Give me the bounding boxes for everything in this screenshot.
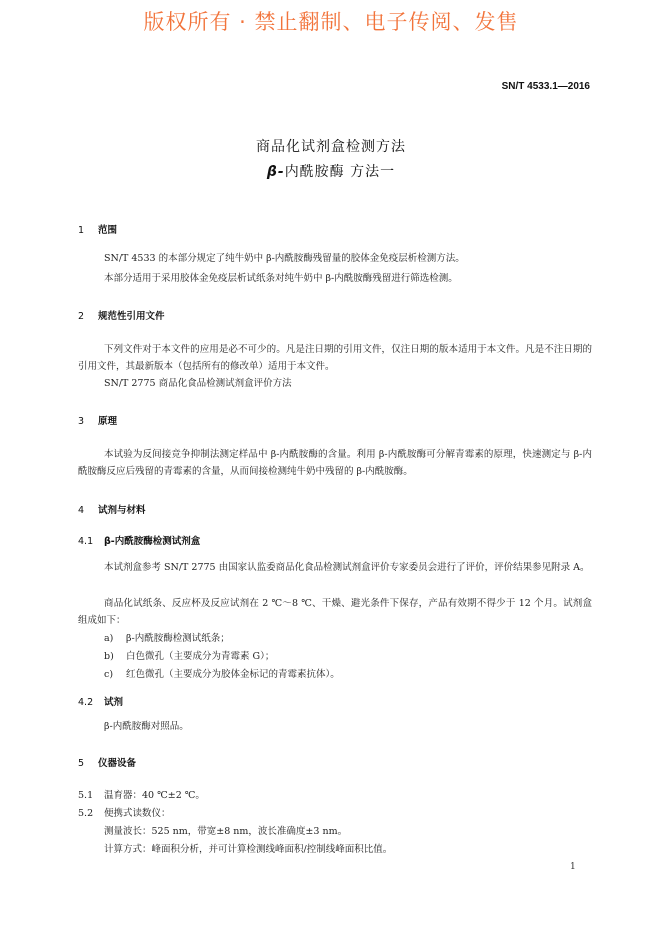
section-1-para-2: 本部分适用于采用胶体金免疫层析试纸条对纯牛奶中 β-内酰胺酶残留进行筛选检测。 [104, 273, 458, 284]
subtitle-rest: 内酰胺酶 方法一 [284, 164, 396, 180]
section-4-1-para-1: 本试剂盒参考 SN/T 2775 由国家认监委商品化食品检测试剂盒评价专家委员会进行了评价，评价结果参见附录 A。 [104, 562, 590, 573]
section-5-heading: 5 仪器设备 [78, 758, 137, 769]
section-1-heading: 1 范围 [78, 225, 118, 236]
section-2-reference: SN/T 2775 商品化食品检测试剂盒评价方法 [104, 378, 292, 389]
kit-item-b: b) 白色微孔（主要成分为青霉素 G）； [104, 651, 275, 662]
section-1-para-1: SN/T 4533 的本部分规定了纯牛奶中 β-内酰胺酶残留量的胶体金免疫层析检测方法。 [104, 253, 465, 264]
kit-item-c: c) 红色微孔（主要成分为胶体金标记的青霉素抗体）。 [104, 669, 340, 680]
section-3-heading: 3 原理 [78, 416, 118, 427]
section-4-1-heading: 4.1 β-内酰胺酶检测试剂盒 [78, 536, 201, 547]
section-5-1: 5.1 温育器：40 ℃±2 ℃。 [78, 790, 205, 801]
document-subtitle [0, 161, 662, 181]
document-title: 商品化试剂盒检测方法 [256, 139, 406, 155]
copyright-banner: 版权所有 · 禁止翻制、电子传阅、发售 [143, 10, 519, 34]
section-4-2-para-1: β-内酰胺酶对照品。 [104, 721, 189, 732]
section-4-heading: 4 试剂与材料 [78, 505, 146, 516]
section-2-para-1: 下列文件对于本文件的应用是必不可少的。凡是注日期的引用文件，仅注日期的版本适用于本文件。凡是不注日期的引用文件，其最新版本（包括所有的修改单）适用于本文件。 [78, 344, 592, 372]
section-3-para-1: 本试验为反间接竞争抑制法测定样品中 β-内酰胺酶的含量。利用 β-内酰胺酶可分解青霉素的原理，快速测定与 β-内酰胺酶反应后残留的青霉素的含量，从而间接检测纯牛奶中残留的 β-内酰胺酶。 [78, 449, 592, 477]
section-5-2-line-2: 计算方式：峰面积分析，并可计算检测线峰面积/控制线峰面积比值。 [104, 844, 393, 855]
section-4-1-para-2: 商品化试纸条、反应杯及反应试剂在 2 ℃～8 ℃、干燥、避光条件下保存，产品有效期不得少于 12 个月。试剂盒组成如下： [78, 598, 592, 626]
standard-code: SN/T 4533.1—2016 [501, 81, 590, 92]
page-number: 1 [570, 862, 576, 872]
section-5-2: 5.2 便携式读数仪： [78, 808, 171, 819]
section-5-2-line-1: 测量波长：525 nm，带宽±8 nm，波长准确度±3 nm。 [104, 826, 348, 837]
kit-item-a: a) β-内酰胺酶检测试纸条； [104, 633, 230, 644]
subtitle-beta: β- [266, 164, 285, 180]
section-4-2-heading: 4.2 试剂 [78, 697, 124, 708]
section-2-heading: 2 规范性引用文件 [78, 311, 165, 322]
